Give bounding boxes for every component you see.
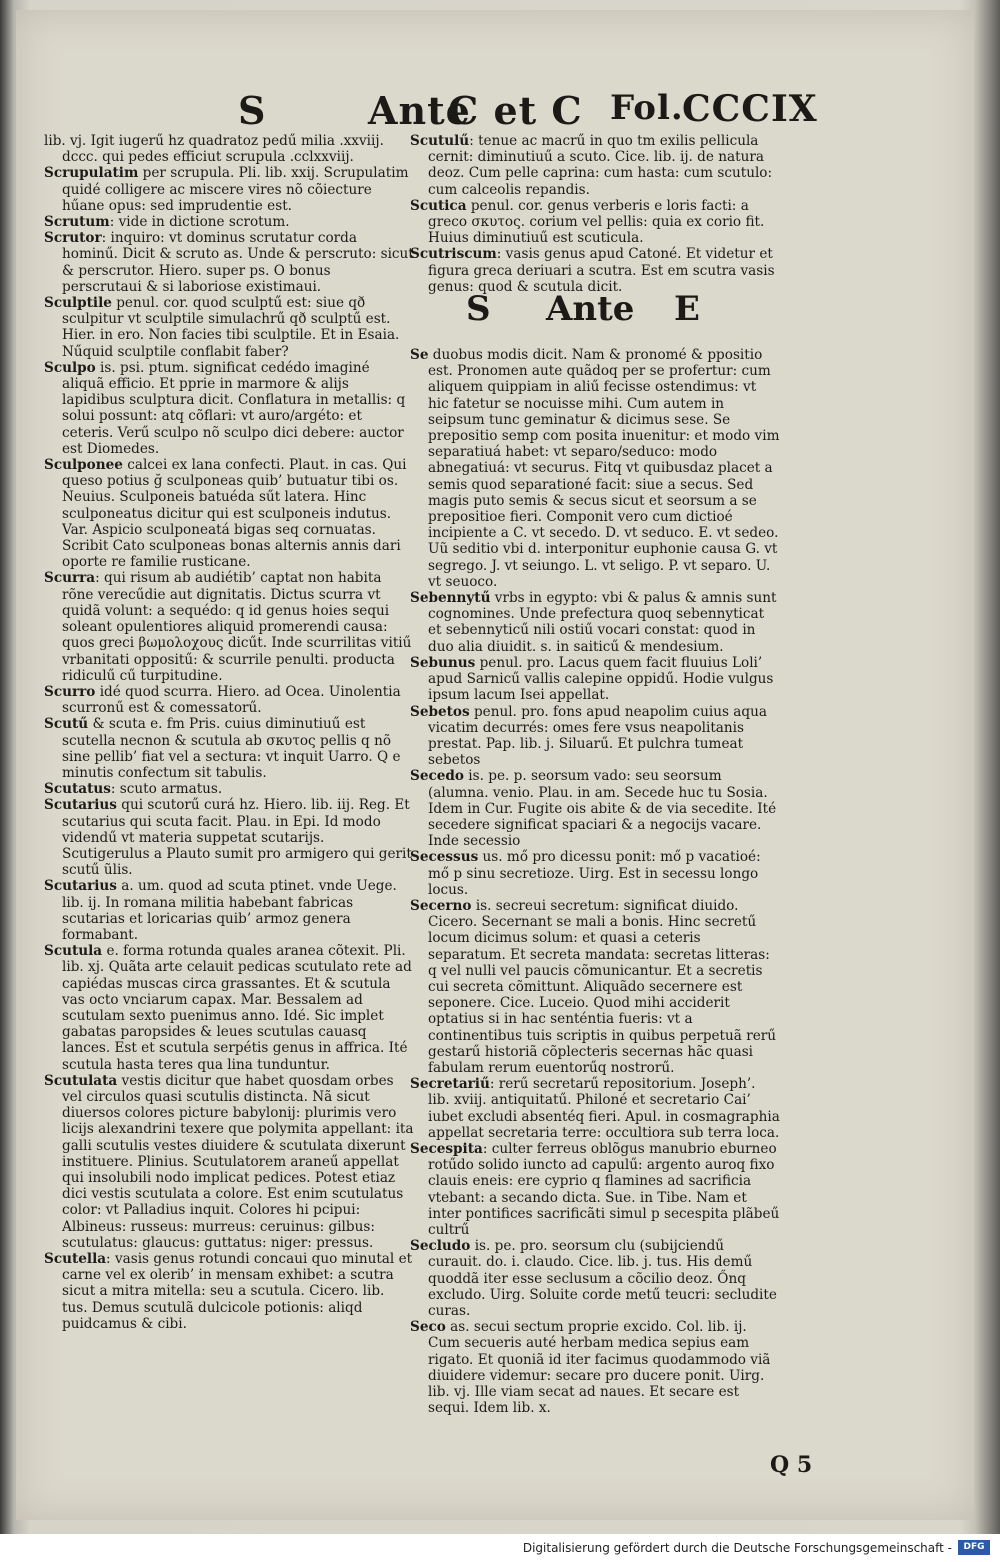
dictionary-entry: [410, 133, 780, 198]
entry-text: us. mő pro dicessu ponit: mő p vacatioé: mő p sinu secretioze. Uirg. Est in secessu longo locus.: [428, 849, 761, 898]
entry-headword: Seco: [410, 1319, 446, 1336]
dictionary-entry: [44, 878, 414, 943]
entry-headword: Scrupulatim: [44, 165, 139, 182]
entry-text: vestis dicitur que habet quosdam orbes vel circulos quasi scutulis distincta. Nã sicut diuersos colores picture babylonij: plurimis vero licijs alexandrini texere que polymita appellant: ita galli scutulis vestes diuidere & scutulata dixerunt instituere. Plinius. Scutulatorem araneű appellat qui insolubili nodo implicat pedices. Potest etiaz dici vestis scutulata a colore. Est enim scutulatus color: vt Palladius inquit. Colores hi pcipui: Albineus: russeus: murreus: ceruinus: gilbus: scutulatus: glaucus: guttatus: niger: pressus.: [62, 1072, 414, 1251]
dictionary-entry: [410, 347, 780, 590]
header-letter: S: [238, 88, 267, 133]
entry-headword: Scutella: [44, 1251, 107, 1268]
entry-headword: Secedo: [410, 768, 464, 785]
section-header-subletter: E: [674, 289, 700, 330]
right-column-bottom-entries: [410, 347, 780, 1416]
dictionary-entry: [410, 849, 780, 898]
signature-mark: Q 5: [770, 1452, 813, 1478]
right-column-top-entries: [410, 133, 780, 295]
entry-headword: Sculptile: [44, 295, 112, 312]
digitization-footer: [0, 1534, 1000, 1562]
entry-text: : scuto armatus.: [110, 781, 223, 798]
entry-headword: Secludo: [410, 1238, 471, 1255]
dictionary-entry: [44, 457, 414, 570]
dictionary-entry: [44, 295, 414, 360]
dictionary-entry: [44, 943, 414, 1073]
entry-text: per scrupula. Pli. lib. xxij. Scrupulatim quidé colligere ac miscere vires nõ cõiecture hűane opus: sed imprudentie est.: [62, 165, 409, 214]
entry-text: penul. pro. Lacus quem facit fluuius Loli’ apud Sarnicű vallis calepine oppidű. Hodie vulgus ipsum lacum Isei appellat.: [428, 654, 774, 704]
dictionary-entry: [410, 768, 780, 849]
dictionary-entry: [44, 133, 414, 165]
entry-headword: Secretariű: [410, 1076, 490, 1093]
dictionary-entry: [410, 1319, 780, 1416]
dictionary-entry: [44, 716, 414, 781]
entry-text: penul. cor. quod sculptű est: siue qð sculpitur vt sculptile simulachrű qð sculptű est. Hier. in ero. Non facies tibi sculptile. Et in Esaia. Nűquid sculptile conflabit faber?: [62, 295, 400, 360]
entry-text: : vide in dictione scrotum.: [109, 214, 290, 231]
entry-text: : culter ferreus oblõgus manubrio eburneo rotűdo solido iuncto ad capulű: argento auroq fixo clauis eneis: ere cyprio q flamines ad sacrificia vtebant: a secando dicta. Sue. in Tibe. Nam et inter pontifices sacrificãti simul p secespita plãbeű cultrű: [428, 1140, 780, 1238]
entry-text: a. um. quod ad scuta ptinet. vnde Uege. lib. ij. In romana militia habebant fabricas scutarias et loricarias quib’ armoz genera formabant.: [62, 878, 397, 943]
entry-text: vrbs in egypto: vbi & palus & amnis sunt cognomines. Unde prefectura quoq sebennyticat et sebennyticű nili ostiű vocari constat: quod in duo alia diuidit. s. in saiticű & mendesium.: [428, 590, 777, 655]
entry-headword: Scurro: [44, 683, 96, 700]
entry-headword: Sculponee: [44, 457, 123, 474]
dictionary-entry: [410, 590, 780, 655]
entry-text: is. secreui secretum: significat diuido. Cicero. Secernant se mali a bonis. Hinc secretű locum dicimus solum: et quasi a ceteris separatum. Et secreta mandata: secretas litteras: q vel nulli vel paucis cõmunicantur. Et a secretis cui secreta cõmittunt. Aliquãdo secernere est seponere. Cice. Luceio. Quod mihi acciderit optatius si in hac senténtia fueris: vt a continentibus tuis scriptis in quibus perpetuã rerű gestarű historiã cõplecteris secernas hãc quasi fabulam rerum euentorűq nostrorű.: [428, 897, 777, 1076]
entry-text: is. pe. pro. seorsum clu (subijciendű curauit. do. i. claudo. Cice. lib. j. tus. His demű quoddã iter esse seclusum a cõcilio deoz. Őnq excludo. Uirg. Soluite corde metű teucri: secludite curas.: [428, 1238, 777, 1320]
dictionary-entry: [44, 165, 414, 214]
entry-text: duobus modis dicit. Nam & pronomé & ppositio est. Pronomen aute quãdoq per se profertur: cum aliquem quippiam in aliű fecisse ostendimus: vt hic fatetur se nocuisse mihi. Cum autem in seipsum tunc geminatur & dicimus sese. Se prepositio semp com posita inuenitur: et modo vim separatiuá habet: vt separo/seduco: modo abnegatiuá: vt securus. Fitq vt quibusdaz placet a semis quod separationé facit: siue a secus. Sed magis puto semis & secus sicut et seorsum a se prepositioe fieri. Componit vero cum dictioé incipiente a C. vt secedo. D. vt seduco. E. vt sedeo. Uũ seditio vbi d. interponitur euphonie causa G. vt segrego. J. vt seiungo. L. vt seligo. P. vt separo. U. vt seuoco.: [428, 347, 780, 590]
entry-text: : inquiro: vt dominus scrutatur corda hominű. Dicit & scruto as. Unde & perscruto: sicut & perscrutor. Hiero. super ps. O bonus perscrutaui & si laboriose existimaui.: [62, 230, 414, 295]
dictionary-entry: [410, 1141, 780, 1238]
section-header: [410, 289, 780, 343]
entry-text: : qui risum ab audiétib’ captat non habita rõne verecűdie aut dignitatis. Dictus scurra vt quidã volunt: a sequédo: q id genus hoies sequi soleant opulentiores aliquid promerendi causa: quos greci βωμολοχους dicűt. Inde scurrilitas vitiű vrbanitati oppositű: & scurrile penulti. producta ridiculű cű turpitudine.: [62, 570, 412, 684]
entry-headword: Se: [410, 347, 429, 364]
entry-text: lib. vj. Igit iugerű hz quadratoz pedű milia .xxviij. dccc. qui pedes efficiut scrupula .cclxxviij.: [44, 133, 384, 166]
entry-text: idé quod scurra. Hiero. ad Ocea. Uinolentia scurronű est & comessatorű.: [62, 683, 401, 717]
header-word: Ante: [368, 88, 471, 133]
dictionary-entry: [410, 704, 780, 769]
dictionary-entry: [410, 898, 780, 1076]
header-folio-number: CCCIX: [682, 88, 818, 130]
entry-headword: Scutula: [44, 943, 103, 960]
entry-headword: Sebennytű: [410, 590, 491, 607]
header-letters: C et C: [448, 88, 583, 133]
dictionary-entry: [44, 1073, 414, 1251]
entry-headword: Sebunus: [410, 654, 476, 671]
header-folio-label: Fol.: [610, 88, 684, 128]
dictionary-entry: [44, 360, 414, 457]
dictionary-entry: [410, 246, 780, 295]
entry-text: : vasis genus apud Catoné. Et videtur et figura greca deriuari a scutra. Est em scutra vasis genus: quod & scutula dicit.: [428, 246, 775, 295]
dictionary-entry: [44, 781, 414, 797]
entry-headword: Scutulű: [410, 133, 470, 149]
right-column: [410, 133, 780, 1416]
dictionary-entry: [410, 655, 780, 704]
entry-text: penul. cor. genus verberis e loris facti: a greco σκυτος. corium vel pellis: quia ex corio fit. Huius diminutiuű est scuticula.: [428, 197, 765, 247]
entry-text: : vasis genus rotundi concaui quo minutal et carne vel ex olerib’ in mensam exhibet: a scutra sicut a mitra mitella: seu a scutula. Cicero. lib. tus. Demus scutulã dulcicole potionis: aliqd puidcamus & cibi.: [62, 1251, 413, 1332]
entry-text: e. forma rotunda quales aranea cõtexit. Pli. lib. xj. Quãta arte celauit pedicas scutulato rete ad capiédas muscas circa grassantes. Et & scutula vas octo vnciarum capax. Mar. Bessalem ad scutulam sexto puenimus anno. Idé. Sic implet gabatas paropsides & leues scutulas cauasq lances. Est et scutula serpétis genus in affrica. Ité scutula hasta teres qua lina tunduntur.: [62, 943, 412, 1073]
dictionary-entry: [410, 1238, 780, 1319]
entry-headword: Secerno: [410, 897, 472, 914]
dictionary-entry: [44, 797, 414, 878]
entry-headword: Scutű: [44, 716, 89, 733]
dictionary-entry: [44, 230, 414, 295]
entry-headword: Scrutor: [44, 230, 102, 247]
entry-headword: Scutarius: [44, 878, 117, 895]
entry-headword: Scutarius: [44, 797, 117, 814]
entry-text: qui scutorű curá hz. Hiero. lib. iij. Reg. Et scutarius qui scuta facit. Plau. in Epi. Id modo videndű vt materia suppetat scutarijs. Scutigerulus a Plauto sumit pro armigero qui gerit scutű ũlis.: [62, 797, 412, 879]
dictionary-entry: [44, 214, 414, 230]
dictionary-entry: [410, 198, 780, 247]
dfg-logo: DFG: [958, 1540, 990, 1555]
section-header-letter: S: [466, 289, 491, 330]
entry-text: is. psi. ptum. significat cedédo imaginé aliquã efficio. Et pprie in marmore & alijs lapidibus sculptura dicit. Conflatura in metallis: q solui possunt: atq cõflari: vt auro/argéto: et ceteris. Verű sculpo nõ sculpo dici debere: auctor est Diomedes.: [62, 359, 406, 457]
entry-text: as. secui sectum proprie excido. Col. lib. ij. Cum secueris auté herbam medica sepius eam rigato. Et quoniã id iter facimus quodammodo viã diuidere videmur: secare pro ducere ponit. Uirg. lib. vj. Ille viam secat ad naues. Et secare est sequi. Idem lib. x.: [428, 1319, 771, 1417]
dictionary-entry: [44, 570, 414, 683]
dictionary-entry: [410, 1076, 780, 1141]
dictionary-entry: [44, 1251, 414, 1332]
entry-headword: Secessus: [410, 849, 479, 866]
entry-headword: Scutatus: [44, 781, 111, 798]
entry-text: calcei ex lana confecti. Plaut. in cas. Qui queso potius ğ sculponeas quib’ butuatur tibi os. Neuius. Sculponeis batuéda sűt latera. Hinc sculponeatus dicitur qui est sculponeis indutus. Var. Aspicio sculponeatá bigas seq cornuatas. Scribit Cato sculponeas bonas alternis annis dari oporte re familie rusticane.: [62, 457, 407, 571]
entry-text: & scuta e. fm Pris. cuius diminutiuű est scutella necnon & scutula ab σκυτος pellis q nõ sine pellib’ fiat vel a sectura: vt inquit Uarro. Q e minutis confectum sit tabulis.: [62, 716, 401, 781]
entry-headword: Scurra: [44, 570, 96, 587]
entry-headword: Secespita: [410, 1140, 483, 1157]
entry-headword: Scutulata: [44, 1072, 118, 1089]
entry-headword: Sebetos: [410, 703, 470, 720]
entry-text: : rerű secretarű repositorium. Joseph’. lib. xviij. antiquitatű. Philoné et secretario Cai’ iubet excludi absentéq fieri. Apul. in cosmagraphia appellat secretaria terre: occultiora sub terra loca.: [428, 1076, 780, 1141]
entry-headword: Sculpo: [44, 359, 96, 376]
entry-headword: Scutica: [410, 197, 467, 214]
section-header-word: Ante: [546, 289, 635, 330]
entry-text: penul. pro. fons apud neapolim cuius aqua vicatim decurrés: omes fere vsus neapolitanis prestat. Pap. lib. j. Siluarű. Et pulchra tumeat sebetos: [428, 703, 767, 769]
entry-text: is. pe. p. seorsum vado: seu seorsum (alumna. venio. Plau. in am. Secede huc tu Sosia. Idem in Cur. Fugite ois abite & de via secedite. Ité secedere significat spaciari & a negocijs vacare. Inde secessio: [428, 768, 777, 850]
left-column: [44, 133, 414, 1332]
entry-headword: Scrutum: [44, 214, 110, 231]
entry-text: : tenue ac macrű in quo tm exilis pellicula cernit: diminutiuű a scuto. Cice. lib. ij. de natura deoz. Cum pelle caprina: cum hasta: cum scutulo: cum calceolis repandis.: [428, 133, 773, 198]
dictionary-entry: [44, 684, 414, 716]
footer-credit: Digitalisierung gefördert durch die Deutsche Forschungsgemeinschaft -: [522, 1541, 952, 1555]
entry-headword: Scutriscum: [410, 246, 497, 263]
